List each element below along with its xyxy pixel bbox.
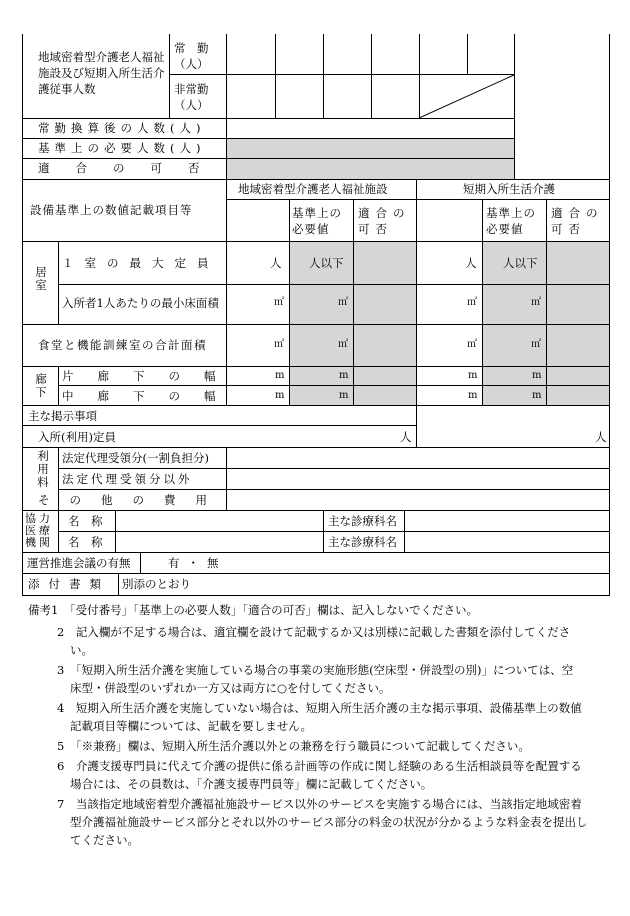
required-value-header-1: 基準上の必要値	[292, 206, 342, 236]
fee-other-label: 法定代理受領分以外	[62, 472, 193, 486]
fulltime-label: 常 勤（人）	[174, 41, 209, 71]
note-3b: 床型・併設型のいずれか一方又は両方に○を付してください。	[70, 681, 391, 695]
frame-bottom	[22, 595, 610, 596]
unit-room-short-req: 人以下	[503, 256, 538, 270]
unit-corr2-1: m	[275, 390, 285, 401]
min-floor-label: 入所者1人あたりの最小床面積	[62, 296, 219, 310]
unit-corr1-3: m	[468, 370, 478, 381]
facility-section-label: 設備基準上の数値記載項目等	[30, 203, 193, 217]
attach-value: 別添のとおり	[122, 577, 191, 591]
note-4a: 4 短期入所生活介護を実施していない場合は、短期入所生活介護の主な掲示事項、設備基準上の数値	[57, 701, 582, 715]
frame-right	[609, 34, 610, 596]
note-7b: 型介護福祉施設サービス部分とそれ以外のサービス部分の料金の状況が分かるような料金表を提出し	[70, 815, 588, 829]
unit-dining-1: ㎡	[274, 339, 284, 350]
col-facility-header: 地域密着型介護老人福祉施設	[238, 182, 388, 196]
unit-dining-4: ㎡	[531, 339, 541, 350]
medical-group-label: 協力医療機関	[25, 512, 53, 549]
note-5: 5 「※兼務」欄は、短期入所生活介護以外との兼務を行う職員について記載してください。	[57, 739, 530, 753]
unit-room-fac: 人	[270, 256, 282, 270]
postings-title: 主な掲示事項	[28, 409, 97, 423]
unit-corr1-1: m	[275, 370, 285, 381]
diagonal-line	[419, 74, 515, 119]
corridor-mid-label: 中廊下の幅	[62, 389, 240, 403]
staff-row-label: 地域密着型介護老人福祉施設及び短期入所生活介護従事人数	[38, 50, 165, 96]
medical-name-2: 名 称	[68, 535, 103, 549]
note-7a: 7 当該指定地域密着型介護福祉施設サービス以外のサービスを実施する場合には、当該指定地域密着	[57, 797, 582, 811]
unit-dining-2: ㎡	[338, 339, 348, 350]
room-group-label: 居室	[35, 265, 47, 292]
medical-dept-1: 主な診療科名	[328, 514, 397, 528]
unit-dining-3: ㎡	[467, 339, 477, 350]
required-value-header-2: 基準上の必要値	[486, 206, 536, 236]
note-3a: 3 「短期入所生活介護を実施している場合の事業の実施形態(空床型・併設型の別)」については、空	[57, 663, 574, 677]
capacity-label: 入所(利用)定員	[38, 430, 116, 444]
unit-room-fac-req: 人以下	[309, 256, 344, 270]
unit-corr2-2: m	[339, 390, 349, 401]
unit-room-short: 人	[465, 256, 477, 270]
adequacy-header-1: 適合の可否	[358, 206, 411, 236]
note-2a: 2 記入欄が不足する場合は、適宜欄を設けて記載するか又は別様に記載した書類を添付してくださ	[57, 625, 571, 639]
note-6b: 場合には、その員数は、「介護支援専門員等」欄に記載してください。	[70, 777, 433, 791]
corridor-one-label: 片廊下の幅	[62, 369, 240, 383]
unit-floor-4: ㎡	[531, 297, 541, 308]
adequacy-header-2: 適合の可否	[551, 206, 604, 236]
col-short-header: 短期入所生活介護	[463, 182, 555, 196]
medical-name-1: 名 称	[68, 514, 103, 528]
parttime-label: 非常勤（人）	[174, 82, 209, 112]
council-value: 有・無	[168, 556, 227, 570]
unit-floor-2: ㎡	[338, 297, 348, 308]
council-label: 運営推進会議の有無	[27, 556, 131, 570]
capacity-unit-2: 人	[595, 430, 607, 444]
attach-label: 添付書類	[28, 577, 110, 591]
note-7c: てください。	[70, 833, 139, 847]
room-capacity-label: １室の最大定員	[62, 256, 220, 270]
medical-dept-2: 主な診療科名	[328, 535, 397, 549]
dining-label: 食堂と機能訓練室の合計面積	[38, 338, 207, 352]
adequacy-label: 適合の可否	[38, 161, 226, 175]
unit-corr2-4: m	[532, 390, 542, 401]
shade-adequacy	[226, 159, 515, 179]
required-label: 基準上の必要人数(人)	[38, 141, 206, 155]
other-costs-label: その他の費用	[38, 493, 227, 507]
note-2b: い。	[70, 643, 93, 657]
capacity-unit-1: 人	[400, 430, 412, 444]
unit-corr1-2: m	[339, 370, 349, 381]
corridor-group-label: 廊下	[35, 372, 47, 399]
unit-corr2-3: m	[468, 390, 478, 401]
unit-floor-3: ㎡	[467, 297, 477, 308]
note-4b: 記載項目等欄については、記載を要しません。	[70, 719, 312, 733]
fee-group-label: 利用料	[37, 449, 49, 489]
note-6a: 6 介護支援専門員に代えて介護の提供に係る計画等の作成に関し経験のある生活相談員等を配置する	[57, 759, 582, 773]
unit-corr1-4: m	[532, 370, 542, 381]
unit-floor-1: ㎡	[274, 297, 284, 308]
fee-proxy-label: 法定代理受領分(一割負担分)	[62, 451, 209, 465]
note-1: 備考1 「受付番号」「基準上の必要人数」「適合の可否」欄は、記入しないでください。	[28, 603, 479, 617]
fte-label: 常勤換算後の人数(人)	[38, 121, 206, 135]
